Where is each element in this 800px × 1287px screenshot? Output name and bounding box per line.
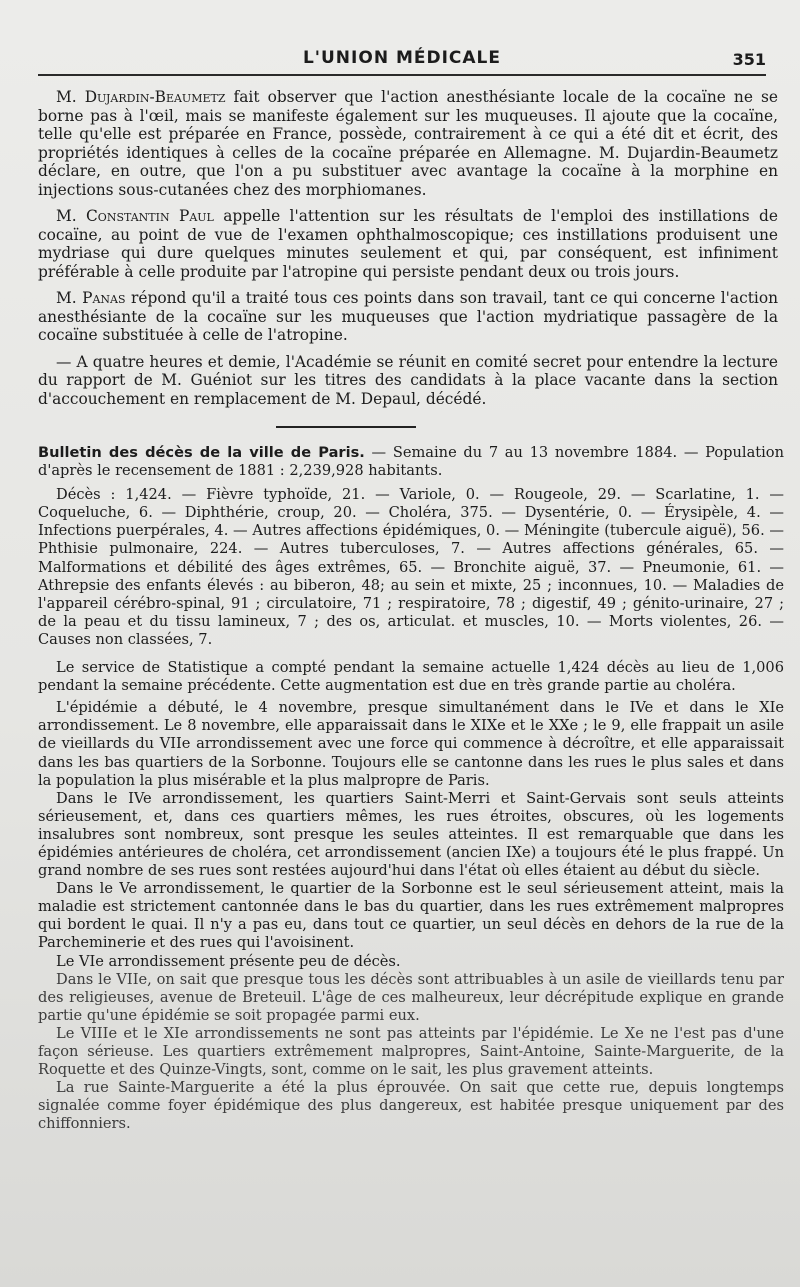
paragraph-rue-sainte-marguerite: La rue Sainte-Marguerite a été la plus éprouvée. On sait que cette rue, depuis longtemps signalée comme foyer épidémique des plus dangereux, est habitée presque uniquement par des chiffonniers.	[38, 1079, 784, 1133]
paragraph-dujardin	[38, 88, 778, 199]
running-title: L'UNION MÉDICALE	[302, 48, 502, 68]
paragraph-secret-committee: — A quatre heures et demie, l'Académie se réunit en comité secret pour entendre la lecture du rapport de M. Guéniot sur les titres des candidats à la place vacante dans la section d'accouchement en remplacement de M. Depaul, décédé.	[38, 352, 778, 408]
speaker-name: M. Dujardin-Beaumetz	[56, 88, 226, 106]
paragraph-text: répond qu'il a traité tous ces points dans son travail, tant ce qui concerne l'action anesthésiante de la cocaïne sur les muqueuses que l'action mydriatique passagère de la cocaïne substituée à celle de l'atropine.	[38, 289, 778, 344]
paragraph-epidemic-start: L'épidémie a débuté, le 4 novembre, presque simultanément dans le IVe et dans le XIe arrondissement. Le 8 novembre, elle apparaissait dans le XIXe et le XXe ; le 9, elle frappait un asile de vieillards du VIIe arrondissement avec une force qui commence à décroître, et elle apparaissait dans les bas quartiers de la Sorbonne. Toujours elle se cantonne dans les rues le plus sales et dans la population la plus misérable et la plus malpropre de Paris.	[38, 699, 784, 789]
paragraph-panas	[38, 289, 778, 345]
bulletin-heading	[38, 444, 784, 480]
death-bulletin	[38, 444, 784, 1133]
bulletin-title: Bulletin des décès de la ville de Paris.	[38, 444, 365, 461]
paragraph-v-arrondissement: Dans le Ve arrondissement, le quartier de la Sorbonne est le seul sérieusement atteint, mais la maladie est strictement cantonnée dans le bas du quartier, dans les rues extrêmement malpropres qui bordent le quai. Il n'y a pas eu, dans tout ce quartier, un seul décès en dehors de la rue de la Parcheminerie et des rues qui l'avoisinent.	[38, 880, 784, 952]
paragraph-text: appelle l'attention sur les résultats de l'emploi des instillations de cocaïne, au point de vue de l'examen ophthalmoscopique; ces instillations produisent une mydriase qui dure quelques minutes seulement et qui, par conséquent, est infiniment préférable à celle produite par l'atropine qui persiste pendant deux ou trois jours.	[38, 207, 778, 281]
section-divider	[276, 426, 416, 428]
paragraph-iv-arrondissement: Dans le IVe arrondissement, les quartiers Saint-Merri et Saint-Gervais sont seuls atteints sérieusement, et, dans ces quartiers mêmes, les rues étroites, obscures, où les logements insalubres sont nombreux, sont presque les seules atteintes. Il est remarquable que dans les épidémies antérieures de choléra, cet arrondissement (ancien IXe) a toujours été le plus frappé. Un grand nombre de ses rues sont restées aujourd'hui dans l'état où elles étaient au début du siècle.	[38, 789, 784, 880]
paragraph-viii-xi-arrondissements: Le VIIIe et le XIe arrondissements ne sont pas atteints par l'épidémie. Le Xe ne l'est pas d'une façon sérieuse. Les quartiers extrêmement malpropres, Saint-Antoine, Sainte-Marguerite, de la Roquette et des Quinze-Vingts, sont, comme on le sait, les plus gravement atteints.	[38, 1024, 784, 1079]
paragraph-statistics: Le service de Statistique a compté pendant la semaine actuelle 1,424 décès au lieu de 1,006 pendant la semaine précédente. Cette augmentation est due en très grande partie au choléra.	[38, 659, 784, 695]
bulletin-subtitle: — Semaine du 7 au 13 novembre 1884. — Population d'après le recensement de 1881 : 2,239,928 habitants.	[38, 444, 784, 480]
page-header	[38, 44, 766, 76]
paragraph-vii-arrondissement: Dans le VIIe, on sait que presque tous les décès sont attribuables à un asile de vieillards tenu par des religieuses, avenue de Breteuil. L'âge de ces malheureux, leur décrépitude explique en grande partie qu'une épidémie se soit propagée parmi eux.	[38, 970, 784, 1024]
paragraph-paul	[38, 207, 778, 281]
paragraph-vi-arrondissement: Le VIe arrondissement présente peu de décès.	[56, 952, 401, 970]
academy-minutes	[38, 88, 778, 408]
speaker-name: M. Constantin Paul	[56, 207, 214, 225]
deaths-by-cause: Décès : 1,424. — Fièvre typhoïde, 21. — Variole, 0. — Rougeole, 29. — Scarlatine, 1. —Coqueluche, 6. — Diphthérie, croup, 20. — Choléra, 375. — Dysentérie, 0. — Érysipèle, 4. — Infections puerpérales, 4. — Autres affections épidémiques, 0. — Méningite (tubercule aiguë), 56. — Phthisie pulmonaire, 224. — Autres tuberculoses, 7. — Autres affections générales, 65. — Malformations et débilité des âges extrêmes, 65. — Bronchite aiguë, 37. — Pneumonie, 61. — Athrepsie des enfants élevés : au biberon, 48; au sein et mixte, 25 ; inconnues, 10. — Maladies de l'appareil cérébro-spinal, 91 ; circulatoire, 71 ; respiratoire, 78 ; digestif, 49 ; génito-urinaire, 27 ; de la peau et du tissu lamineux, 7 ; des os, articulat. et muscles, 10. — Morts violentes, 26. — Causes non classées, 7.	[38, 486, 784, 648]
paragraph-text: fait observer que l'action anesthésiante locale de la cocaïne ne se borne pas à l'œil, mais se manifeste également sur les muqueuses. Il ajoute que la cocaïne, telle qu'elle est préparée en France, possède, contrairement à ce qui a été dit et écrit, des propriétés identiques à celles de la cocaïne préparée en Allemagne. M. Dujardin-Beaumetz déclare, en outre, que l'on a pu substituer avec avantage la cocaïne à la morphine en injections sous-cutanées chez des morphiomanes.	[38, 88, 778, 199]
page-number: 351	[732, 50, 766, 69]
speaker-name: M. Panas	[56, 289, 126, 307]
